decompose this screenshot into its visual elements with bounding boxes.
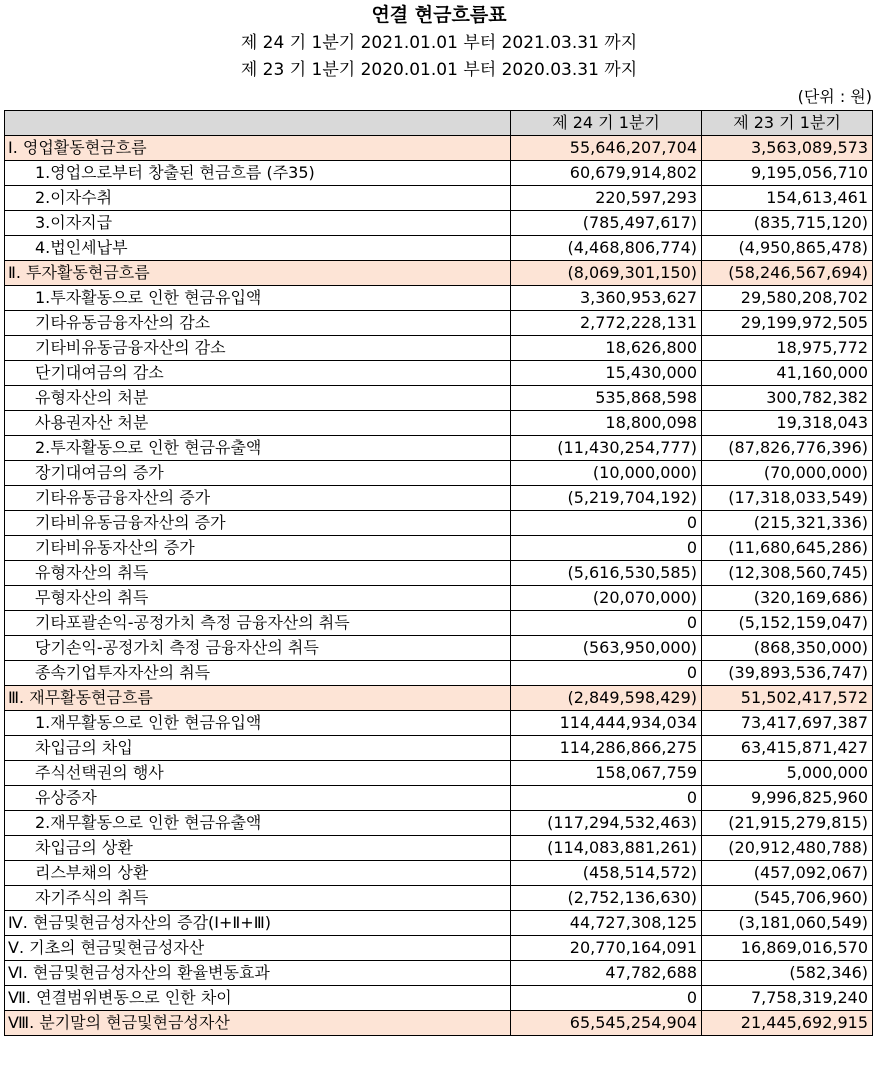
current-period-value: 18,626,800 (511, 336, 702, 361)
row-label: 기타유동금융자산의 증가 (5, 486, 511, 511)
current-period-value: (2,849,598,429) (511, 686, 702, 711)
prior-period-value: (545,706,960) (702, 886, 873, 911)
current-period-value: (458,514,572) (511, 861, 702, 886)
row-label: 기타비유동금융자산의 증가 (5, 511, 511, 536)
current-period-value: 47,782,688 (511, 961, 702, 986)
current-period-value: 0 (511, 786, 702, 811)
table-row (5, 461, 873, 486)
table-row (5, 911, 873, 936)
table-row (5, 261, 873, 286)
current-period-value: (785,497,617) (511, 211, 702, 236)
table-row (5, 686, 873, 711)
current-period-value: 2,772,228,131 (511, 311, 702, 336)
cash-flow-table (4, 110, 873, 1036)
row-label: 장기대여금의 증가 (5, 461, 511, 486)
current-period-value: 158,067,759 (511, 761, 702, 786)
current-period-value: 114,444,934,034 (511, 711, 702, 736)
table-row (5, 886, 873, 911)
row-label: 기타비유동금융자산의 감소 (5, 336, 511, 361)
prior-period-value: 73,417,697,387 (702, 711, 873, 736)
current-period-value: (5,219,704,192) (511, 486, 702, 511)
current-period-value: 55,646,207,704 (511, 136, 702, 161)
row-label: 유형자산의 취득 (5, 561, 511, 586)
prior-period-value: 21,445,692,915 (702, 1011, 873, 1036)
current-period-value: (11,430,254,777) (511, 436, 702, 461)
header-label-column (5, 111, 511, 136)
statement-title: 연결 현금흐름표 (371, 4, 507, 26)
prior-period-value: 300,782,382 (702, 386, 873, 411)
row-label: Ⅲ. 재무활동현금흐름 (5, 686, 511, 711)
table-row (5, 786, 873, 811)
current-period-value: (8,069,301,150) (511, 261, 702, 286)
current-period-value: 535,868,598 (511, 386, 702, 411)
table-row (5, 736, 873, 761)
table-row (5, 561, 873, 586)
current-period-value: (563,950,000) (511, 636, 702, 661)
row-label: Ⅱ. 투자활동현금흐름 (5, 261, 511, 286)
prior-period-value: (21,915,279,815) (702, 811, 873, 836)
current-period-value: 18,800,098 (511, 411, 702, 436)
current-period-value: (5,616,530,585) (511, 561, 702, 586)
row-label: Ⅳ. 현금및현금성자산의 증감(Ⅰ+Ⅱ+Ⅲ) (5, 911, 511, 936)
current-period-value: 0 (511, 536, 702, 561)
table-body (5, 136, 873, 1036)
row-label: Ⅷ. 분기말의 현금및현금성자산 (5, 1011, 511, 1036)
row-label: 차입금의 차입 (5, 736, 511, 761)
current-period-value: (20,070,000) (511, 586, 702, 611)
row-label: 사용권자산 처분 (5, 411, 511, 436)
current-period-value: 0 (511, 986, 702, 1011)
current-period-value: 15,430,000 (511, 361, 702, 386)
table-row (5, 1011, 873, 1036)
prior-period-value: (5,152,159,047) (702, 611, 873, 636)
table-row (5, 811, 873, 836)
table-row (5, 661, 873, 686)
row-label: 기타유동금융자산의 감소 (5, 311, 511, 336)
current-period-value: 20,770,164,091 (511, 936, 702, 961)
prior-period-value: 29,580,208,702 (702, 286, 873, 311)
prior-period-value: 3,563,089,573 (702, 136, 873, 161)
table-row (5, 711, 873, 736)
prior-period: 제 23 기 1분기 2020.01.01 부터 2020.03.31 까지 (240, 60, 638, 80)
current-period-value: 3,360,953,627 (511, 286, 702, 311)
header-prior-period: 제 23 기 1분기 (702, 111, 873, 136)
table-row (5, 611, 873, 636)
row-label: Ⅰ. 영업활동현금흐름 (5, 136, 511, 161)
current-period-value: 65,545,254,904 (511, 1011, 702, 1036)
prior-period-value: (39,893,536,747) (702, 661, 873, 686)
table-row (5, 336, 873, 361)
row-label: 3.이자지급 (5, 211, 511, 236)
table-row (5, 361, 873, 386)
row-label: 2.투자활동으로 인한 현금유출액 (5, 436, 511, 461)
row-label: Ⅶ. 연결범위변동으로 인한 차이 (5, 986, 511, 1011)
unit-label: (단위 : 원) (797, 87, 872, 106)
row-label: 종속기업투자자산의 취득 (5, 661, 511, 686)
current-period-value: 220,597,293 (511, 186, 702, 211)
prior-period-value: (58,246,567,694) (702, 261, 873, 286)
current-period-value: 0 (511, 511, 702, 536)
current-period-value: 0 (511, 611, 702, 636)
row-label: 당기손익-공정가치 측정 금융자산의 취득 (5, 636, 511, 661)
table-row (5, 836, 873, 861)
row-label: 1.영업으로부터 창출된 현금흐름 (주35) (5, 161, 511, 186)
prior-period-value: 41,160,000 (702, 361, 873, 386)
row-label: 1.재무활동으로 인한 현금유입액 (5, 711, 511, 736)
row-label: 기타포괄손익-공정가치 측정 금융자산의 취득 (5, 611, 511, 636)
table-row (5, 536, 873, 561)
current-period-value: (114,083,881,261) (511, 836, 702, 861)
table-row (5, 586, 873, 611)
prior-period-value: (20,912,480,788) (702, 836, 873, 861)
table-row (5, 986, 873, 1011)
prior-period-value: (868,350,000) (702, 636, 873, 661)
table-header-row (5, 111, 873, 136)
table-row (5, 411, 873, 436)
prior-period-value: (17,318,033,549) (702, 486, 873, 511)
current-period-value: 0 (511, 661, 702, 686)
prior-period-value: (215,321,336) (702, 511, 873, 536)
prior-period-value: 154,613,461 (702, 186, 873, 211)
table-row (5, 286, 873, 311)
prior-period-value: (70,000,000) (702, 461, 873, 486)
current-period-value: (117,294,532,463) (511, 811, 702, 836)
prior-period-value: 29,199,972,505 (702, 311, 873, 336)
prior-period-value: 51,502,417,572 (702, 686, 873, 711)
row-label: 자기주식의 취득 (5, 886, 511, 911)
current-period-value: (10,000,000) (511, 461, 702, 486)
prior-period-value: 19,318,043 (702, 411, 873, 436)
table-row (5, 861, 873, 886)
current-period-value: (4,468,806,774) (511, 236, 702, 261)
table-row (5, 761, 873, 786)
prior-period-value: 7,758,319,240 (702, 986, 873, 1011)
prior-period-value: 9,996,825,960 (702, 786, 873, 811)
table-row (5, 486, 873, 511)
prior-period-value: (11,680,645,286) (702, 536, 873, 561)
row-label: 1.투자활동으로 인한 현금유입액 (5, 286, 511, 311)
current-period-value: 114,286,866,275 (511, 736, 702, 761)
table-row (5, 636, 873, 661)
row-label: 무형자산의 취득 (5, 586, 511, 611)
prior-period-value: 9,195,056,710 (702, 161, 873, 186)
table-row (5, 436, 873, 461)
current-period: 제 24 기 1분기 2021.01.01 부터 2021.03.31 까지 (240, 33, 638, 53)
prior-period-value: (87,826,776,396) (702, 436, 873, 461)
row-label: 단기대여금의 감소 (5, 361, 511, 386)
current-period-value: 44,727,308,125 (511, 911, 702, 936)
prior-period-value: 18,975,772 (702, 336, 873, 361)
header-current-period: 제 24 기 1분기 (511, 111, 702, 136)
prior-period-value: (12,308,560,745) (702, 561, 873, 586)
table-row (5, 186, 873, 211)
table-row (5, 936, 873, 961)
prior-period-value: 16,869,016,570 (702, 936, 873, 961)
current-period-value: 60,679,914,802 (511, 161, 702, 186)
table-row (5, 136, 873, 161)
table-row (5, 961, 873, 986)
row-label: 2.이자수취 (5, 186, 511, 211)
row-label: 주식선택권의 행사 (5, 761, 511, 786)
row-label: Ⅴ. 기초의 현금및현금성자산 (5, 936, 511, 961)
prior-period-value: (4,950,865,478) (702, 236, 873, 261)
prior-period-value: 63,415,871,427 (702, 736, 873, 761)
prior-period-value: (3,181,060,549) (702, 911, 873, 936)
table-row (5, 236, 873, 261)
prior-period-value: (835,715,120) (702, 211, 873, 236)
row-label: 유형자산의 처분 (5, 386, 511, 411)
row-label: 유상증자 (5, 786, 511, 811)
table-row (5, 161, 873, 186)
prior-period-value: (320,169,686) (702, 586, 873, 611)
prior-period-value: (457,092,067) (702, 861, 873, 886)
row-label: 차입금의 상환 (5, 836, 511, 861)
table-row (5, 311, 873, 336)
prior-period-value: (582,346) (702, 961, 873, 986)
row-label: 2.재무활동으로 인한 현금유출액 (5, 811, 511, 836)
table-row (5, 511, 873, 536)
current-period-value: (2,752,136,630) (511, 886, 702, 911)
prior-period-value: 5,000,000 (702, 761, 873, 786)
row-label: 4.법인세납부 (5, 236, 511, 261)
table-row (5, 386, 873, 411)
row-label: 기타비유동자산의 증가 (5, 536, 511, 561)
row-label: Ⅵ. 현금및현금성자산의 환율변동효과 (5, 961, 511, 986)
table-row (5, 211, 873, 236)
row-label: 리스부채의 상환 (5, 861, 511, 886)
